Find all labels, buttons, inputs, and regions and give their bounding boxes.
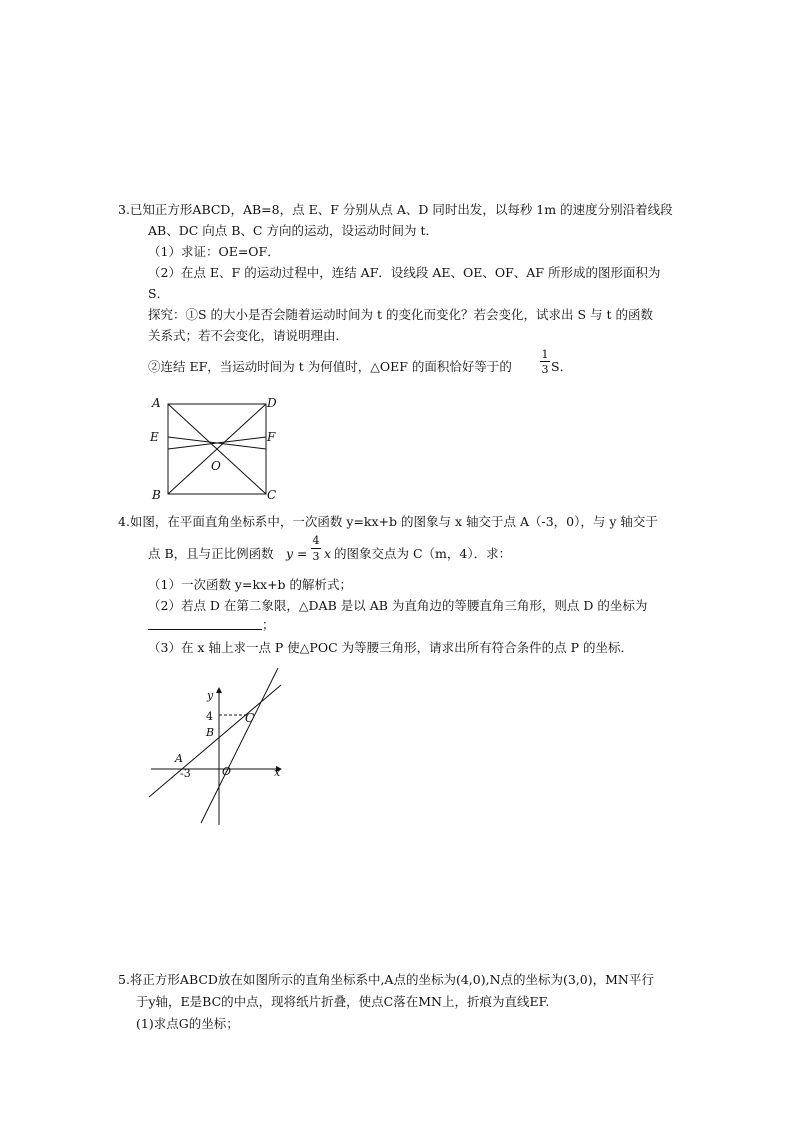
point-label-c: C [245,711,255,725]
fraction-denominator: 3 [541,363,549,376]
vertex-label-a: A [152,396,161,410]
fraction-bar [540,361,550,362]
q4-line: 的图象交点为 C（m，4）．求： [334,546,512,561]
square-figure [145,392,285,504]
point-label-o: O [211,459,221,473]
tick-label-neg3: -3 [180,767,191,780]
q5-part1: (1)求点G的坐标； [136,1016,239,1031]
equation-y: y = [286,546,308,561]
q4-line: 4.如图，在平面直角坐标系中，一次函数 y=kx+b 的图象与 x 轴交于点 A（-3，0），与 y 轴交于 [118,514,658,529]
q3-line: AB、DC 向点 B、C 方向的运动，设运动时间为 t． [148,223,438,238]
fraction-bar [311,548,321,549]
axis-label-x: x [274,766,281,779]
axis-label-y: y [207,689,214,702]
q3-part1: （1）求证：OE=OF． [148,244,280,259]
vertex-label-c: C [267,488,277,502]
answer-blank [148,629,262,630]
vertex-label-b: B [152,488,161,502]
q3-line: ②连结 EF，当运动时间为 t 为何值时，△OEF 的面积恰好等于的 [148,359,512,374]
q3-line: S． [148,286,170,301]
q3-line: S． [551,359,573,374]
q4-line: ； [262,617,275,632]
q4-part1: （1）一次函数 y=kx+b 的解析式； [148,577,353,592]
point-label-f: F [267,430,276,444]
q3-explore: 探究：①S 的大小是否会随着运动时间为 t 的变化而变化？若会变化，试求出 S 与 t 的函数 [148,307,653,322]
point-label-a: A [175,752,183,765]
q4-part3: （3）在 x 轴上求一点 P 使△POC 为等腰三角形，请求出所有符合条件的点 P 的坐标． [148,640,633,655]
fraction-numerator: 4 [312,534,320,547]
q4-part2: （2）若点 D 在第二象限，△DAB 是以 AB 为直角边的等腰直角三角形，则点 D 的坐标为 [148,598,648,613]
vertex-label-d: D [267,396,277,410]
q5-line: 5.将正方形ABCD放在如图所示的直角坐标系中,A点的坐标为(4,0),N点的坐标为(3,0)，MN平行 [118,972,654,987]
q3-line: 3.已知正方形ABCD，AB=8，点 E、F 分别从点 A、D 同时出发，以每秒 1m 的速度分别沿着线段 [118,202,673,217]
q4-line: 点 B，且与正比例函数 [148,546,274,561]
tick-label-4: 4 [206,710,213,723]
q3-line: 关系式；若不会变化，请说明理由． [148,328,349,343]
point-label-b: B [206,726,215,739]
origin-label: O [222,765,232,778]
fraction-denominator: 3 [312,550,320,563]
q5-line: 于y轴，E是BC的中点，现将纸片折叠，使点C落在MN上，折痕为直线EF. [136,994,550,1009]
fraction-numerator: 1 [541,348,549,361]
point-label-e: E [150,430,159,444]
equation-x: x [324,546,332,561]
q3-part2: （2）在点 E、F 的运动过程中，连结 AF．设线段 AE、OE、OF、AF 所形成的图形面积为 [148,265,661,280]
coordinate-figure [146,665,286,835]
